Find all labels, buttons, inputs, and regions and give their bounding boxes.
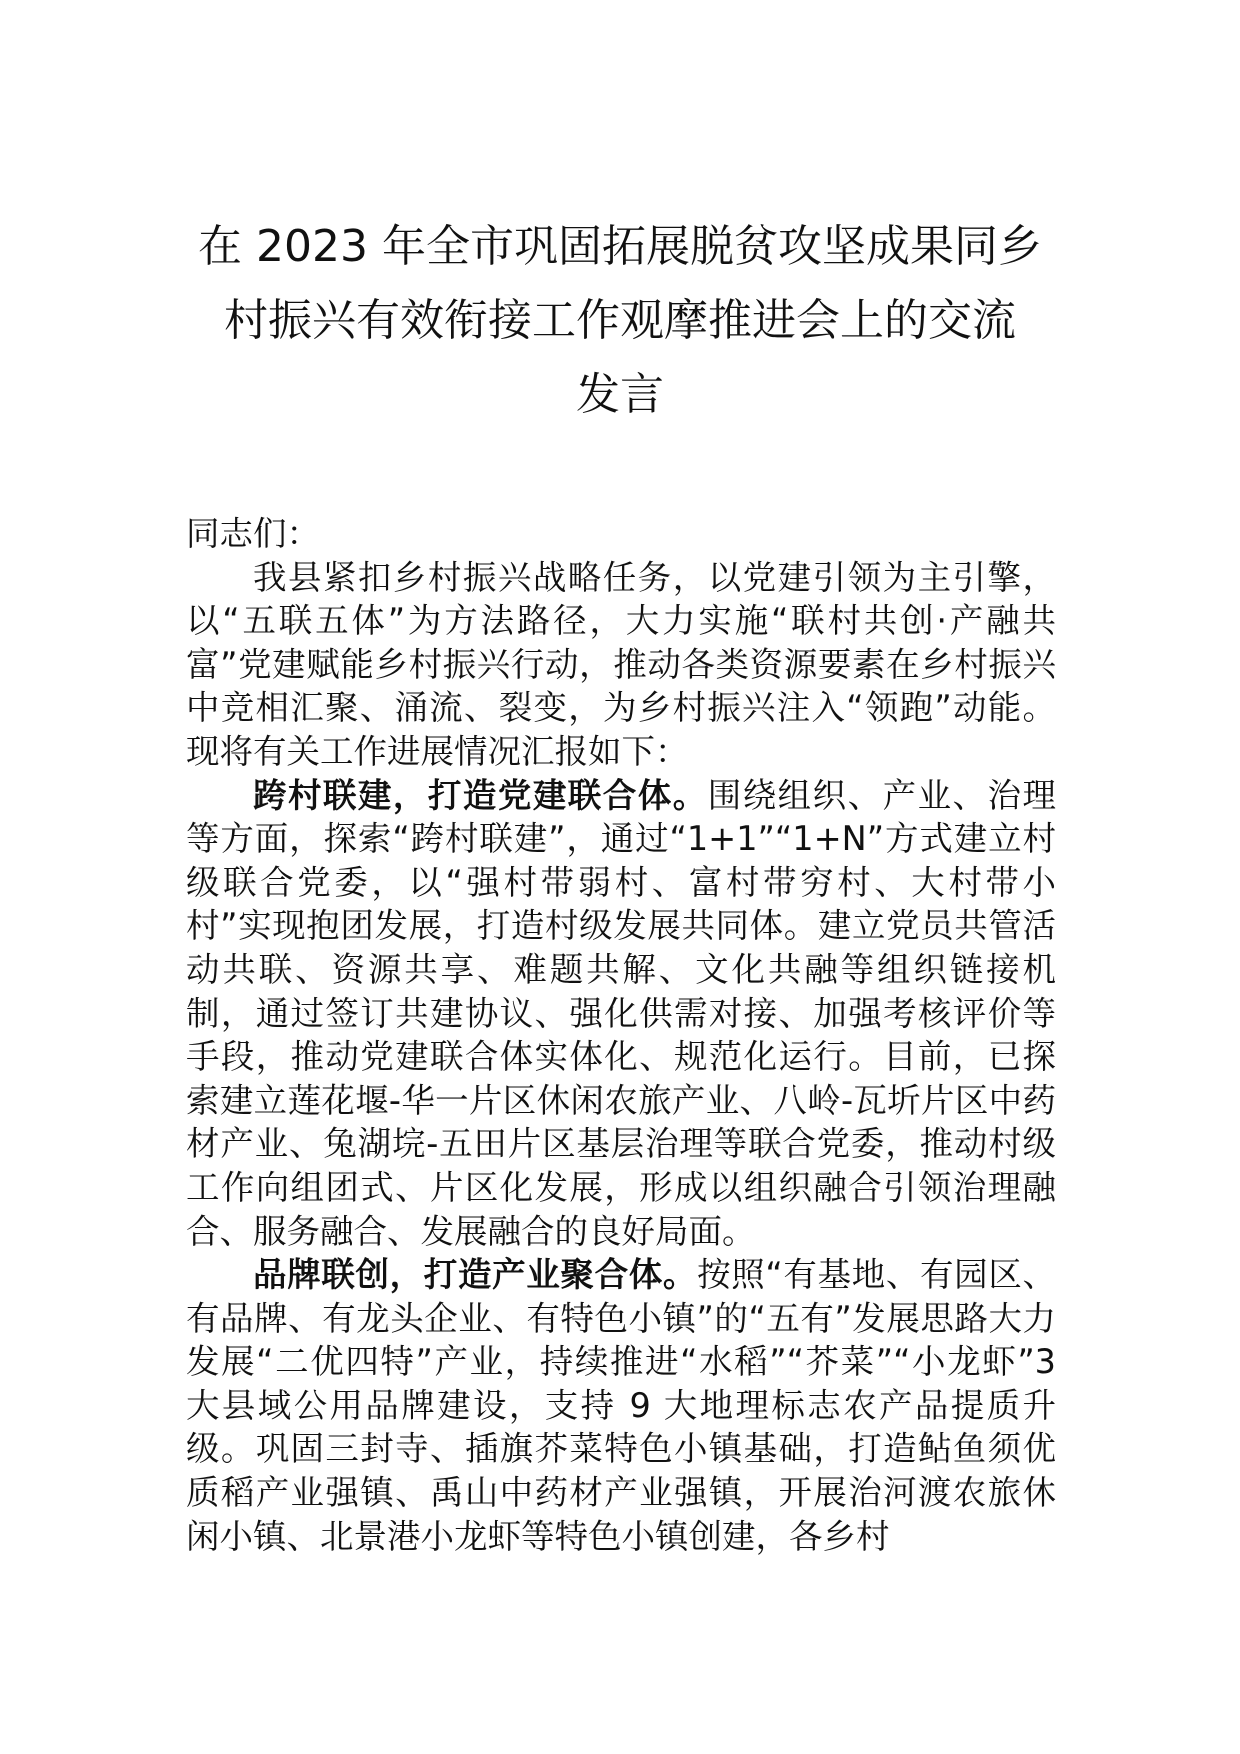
section-text-1: 围绕组织、产业、治理等方面，探索“跨村联建”，通过“1+1”“1+N”方式建立村级联合党委，以“强村带弱村、富村带穷村、大村带小村”实现抱团发展，打造村级发展共同体。建立党员共管活动共联、资源共享、难题共解、文化共融等组织链接机制，通过签订共建协议、强化供需对接、加强考核评价等手段，推动党建联合体实体化、规范化运行。目前，已探索建立莲花堰-华一片区休闲农旅产业、八岭-瓦圻片区中药材产业、兔湖垸-五田片区基层治理等联合党委，推动村级工作向组团式、片区化发展，形成以组织融合引领治理融合、服务融合、发展融合的良好局面。 <box>186 775 1057 1251</box>
document-title <box>180 210 1060 432</box>
title-line-3: 发言 <box>576 369 664 420</box>
document-body <box>186 512 1056 1558</box>
intro-paragraph: 我县紧扣乡村振兴战略任务，以党建引领为主引擎，以“五联五体”为方法路径，大力实施“联村共创·产融共富”党建赋能乡村振兴行动，推动各类资源要素在乡村振兴中竞相汇聚、涌流、裂变，为乡村振兴注入“领跑”动能。现将有关工作进展情况汇报如下： <box>186 557 1056 771</box>
section-paragraph-2 <box>186 1253 1056 1558</box>
section-heading-1: 跨村联建，打造党建联合体。 <box>253 775 708 815</box>
title-line-1: 在 2023 年全市巩固拓展脱贫攻坚成果同乡 <box>198 221 1042 272</box>
section-text-2: 按照“有基地、有园区、有品牌、有龙头企业、有特色小镇”的“五有”发展思路大力发展“二优四特”产业，持续推进“水稻”“芥菜”“小龙虾”3 大县域公用品牌建设，支持 9 大地理标志农产品提质升级。巩固三封寺、插旗芥菜特色小镇基础，打造鲇鱼须优质稻产业强镇、禹山中药材产业强镇，开展治河渡农旅休闲小镇、北景港小龙虾等特色小镇创建，各乡村 <box>186 1255 1057 1556</box>
section-heading-2: 品牌联创，打造产业聚合体。 <box>253 1255 698 1295</box>
salutation: 同志们： <box>186 514 320 553</box>
title-line-2: 村振兴有效衔接工作观摩推进会上的交流 <box>224 295 1016 346</box>
section-paragraph-1 <box>186 774 1056 1254</box>
